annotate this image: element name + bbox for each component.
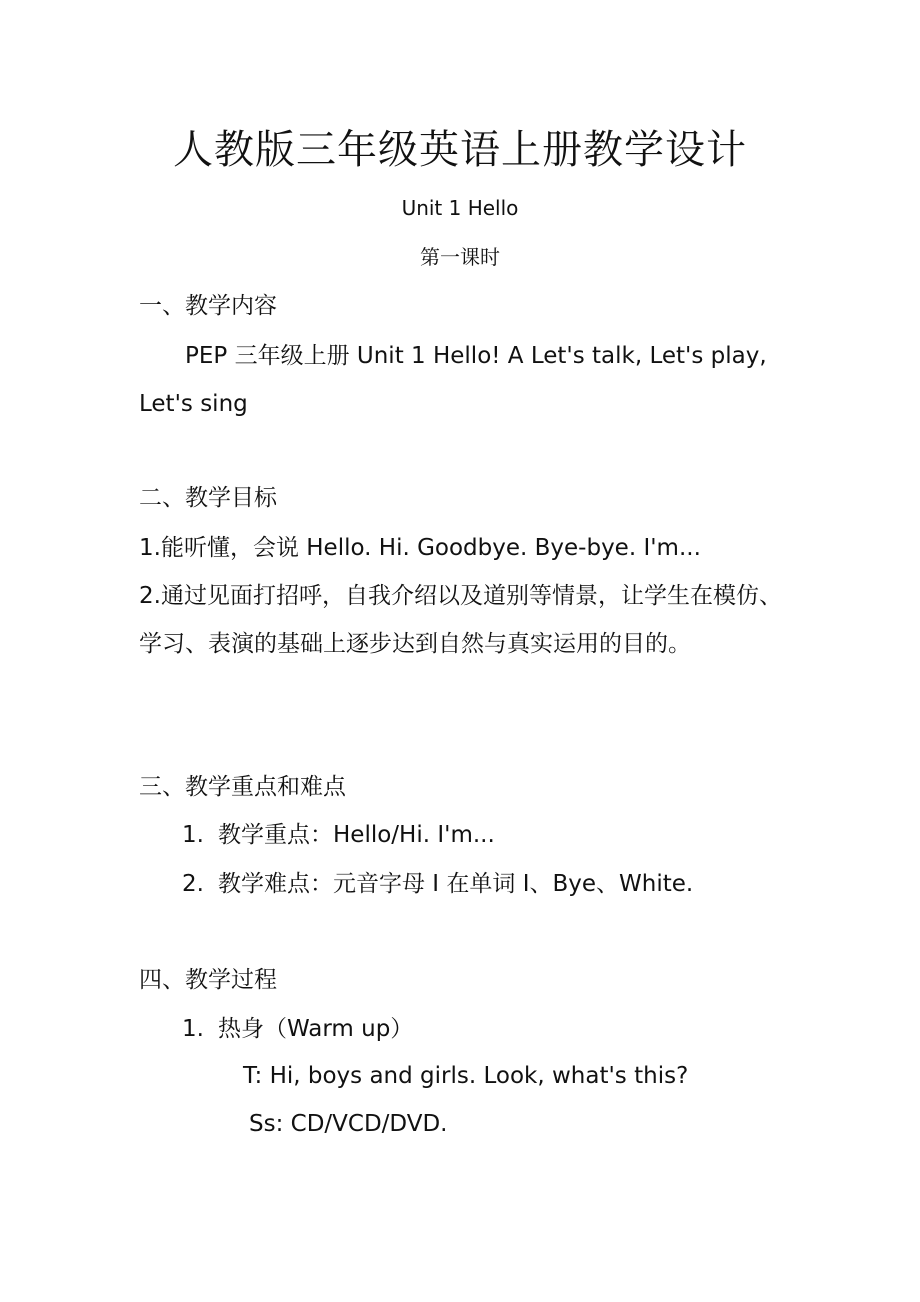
objective-item-1: 1.能听懂，会说 Hello. Hi. Goodbye. Bye-bye. I'm... [139, 535, 701, 561]
key-point-text: 教学重点：Hello/Hi. I'm... [218, 822, 495, 848]
section-heading-key-points: 三、教学重点和难点 [139, 774, 346, 800]
dialogue-line-teacher: T: Hi, boys and girls. Look, what's this? [243, 1063, 689, 1089]
process-step-text: 热身（Warm up） [218, 1016, 414, 1042]
dialogue-line-students: Ss: CD/VCD/DVD. [249, 1111, 448, 1137]
section-heading-content: 一、教学内容 [139, 293, 277, 319]
content-paragraph: PEP 三年级上册 Unit 1 Hello! A Let's talk, Let's play, Let's sing [139, 343, 767, 417]
section-heading-process: 四、教学过程 [139, 967, 277, 993]
objective-item-2: 2.通过见面打招呼，自我介绍以及道别等情景，让学生在模仿、学习、表演的基础上逐步达到自然与真实运用的目的。 [139, 583, 782, 657]
key-point-item-2 [182, 867, 693, 901]
lesson-label: 第一课时 [420, 245, 500, 269]
list-number: 1. [182, 822, 204, 848]
process-step-1 [182, 1012, 413, 1046]
difficult-point-text: 教学难点：元音字母 I 在单词 I、Bye、White. [218, 871, 694, 897]
unit-title: Unit 1 Hello [401, 196, 519, 220]
list-number: 1. [182, 1016, 204, 1042]
section-heading-objectives: 二、教学目标 [139, 485, 277, 511]
list-number: 2. [182, 871, 204, 897]
document-title: 人教版三年级英语上册教学设计 [173, 127, 747, 173]
key-point-item-1 [182, 818, 495, 852]
